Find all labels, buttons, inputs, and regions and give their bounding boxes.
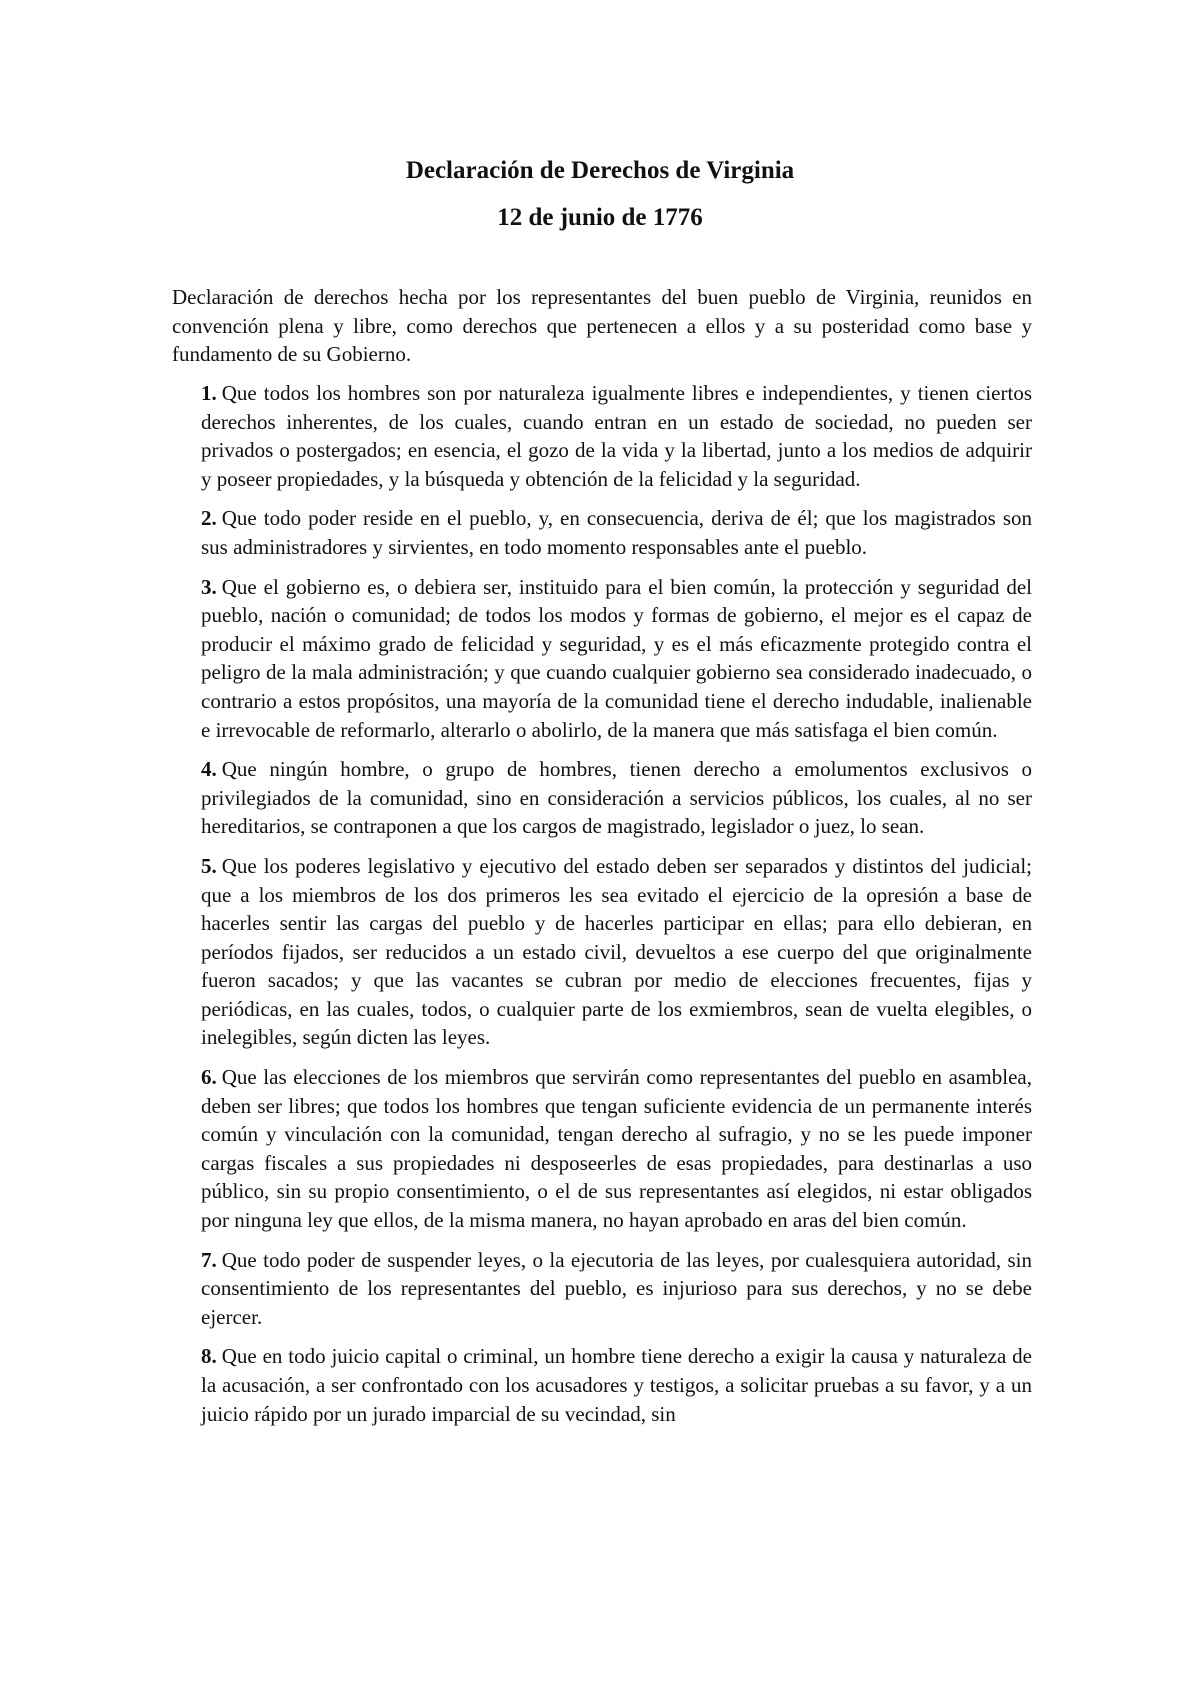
article-7 <box>201 1246 1032 1332</box>
article-number: 6. <box>201 1065 217 1090</box>
article-text: Que los poderes legislativo y ejecutivo del estado deben ser separados y distintos del judicial; que a los miembros de los dos primeros les sea evitado el ejercicio de la opresión a base de hacerles sentir las cargas del pueblo y de hacerles participar en ellas; para ello debieran, en períodos fijados, ser reducidos a un estado civil, devueltos a ese cuerpo del que originalmente fueron sacados; y que las vacantes se cubran por medio de elecciones frecuentes, fijas y periódicas, en las cuales, todos, o cualquier parte de los exmiembros, sean de vuelta elegibles, o inelegibles, según dicten las leyes. <box>201 853 1032 1050</box>
article-1 <box>201 379 1032 493</box>
article-number: 1. <box>201 381 217 405</box>
document-title: Declaración de Derechos de Virginia <box>405 157 795 184</box>
article-4 <box>201 755 1032 841</box>
article-text: Que todo poder reside en el pueblo, y, en consecuencia, deriva de él; que los magistrados son sus administradores y sirvientes, en todo momento responsables ante el pueblo. <box>201 506 1032 559</box>
article-number: 7. <box>201 1247 217 1272</box>
article-6 <box>201 1063 1032 1235</box>
article-number: 8. <box>201 1344 217 1369</box>
article-text: Que el gobierno es, o debiera ser, instituido para el bien común, la protección y seguridad del pueblo, nación o comunidad; de todos los modos y formas de gobierno, el mejor es el capaz de producir el máximo grado de felicidad y seguridad, y es el más eficazmente protegido contra el peligro de la mala administración; y que cuando cualquier gobierno sea considerado inadecuado, o contrario a estos propósitos, una mayoría de la comunidad tiene el derecho indudable, inalienable e irrevocable de reformarlo, alterarlo o abolirlo, de la manera que más satisfaga el bien común. <box>201 574 1032 742</box>
document-date: 12 de junio de 1776 <box>497 204 703 231</box>
article-text: Que las elecciones de los miembros que servirán como representantes del pueblo en asamblea, deben ser libres; que todos los hombres que tengan suficiente evidencia de un permanente interés común y vinculación con la comunidad, tengan derecho al sufragio, y no se les puede imponer cargas fiscales a sus propiedades ni desposeerles de esas propiedades, para destinarlas a uso público, sin su propio consentimiento, o el de sus representantes así elegidos, ni estar obligados por ninguna ley que ellos, de la misma manera, no hayan aprobado en aras del bien común. <box>201 1065 1032 1233</box>
article-3 <box>201 573 1032 745</box>
article-number: 4. <box>201 757 217 782</box>
article-5 <box>201 852 1032 1052</box>
article-text: Que ningún hombre, o grupo de hombres, tienen derecho a emolumentos exclusivos o privilegiados de la comunidad, sino en consideración a servicios públicos, los cuales, al no ser hereditarios, se contraponen a que los cargos de magistrado, legislador o juez, lo sean. <box>201 757 1032 839</box>
article-8 <box>201 1342 1032 1428</box>
article-number: 2. <box>201 506 217 531</box>
article-2 <box>201 504 1032 561</box>
article-number: 5. <box>201 853 217 878</box>
intro-paragraph: Declaración de derechos hecha por los representantes del buen pueblo de Virginia, reunidos en convención plena y libre, como derechos que pertenecen a ellos y a su posteridad como base y fundamento de su Gobierno. <box>172 285 1032 367</box>
article-text: Que todos los hombres son por naturaleza igualmente libres e independientes, y tienen ciertos derechos inherentes, de los cuales, cuando entran en un estado de sociedad, no pueden ser privados o postergados; en esencia, el gozo de la vida y la libertad, junto a los medios de adquirir y poseer propiedades, y la búsqueda y obtención de la felicidad y la seguridad. <box>201 381 1032 491</box>
article-number: 3. <box>201 574 217 599</box>
article-text: Que todo poder de suspender leyes, o la ejecutoria de las leyes, por cualesquiera autoridad, sin consentimiento de los representantes del pueblo, es injurioso para sus derechos, y no se debe ejercer. <box>201 1247 1032 1329</box>
article-text: Que en todo juicio capital o criminal, un hombre tiene derecho a exigir la causa y naturaleza de la acusación, a ser confrontado con los acusadores y testigos, a solicitar pruebas a su favor, y a un juicio rápido por un jurado imparcial de su vecindad, sin <box>201 1344 1032 1426</box>
articles-list <box>201 379 1032 1439</box>
